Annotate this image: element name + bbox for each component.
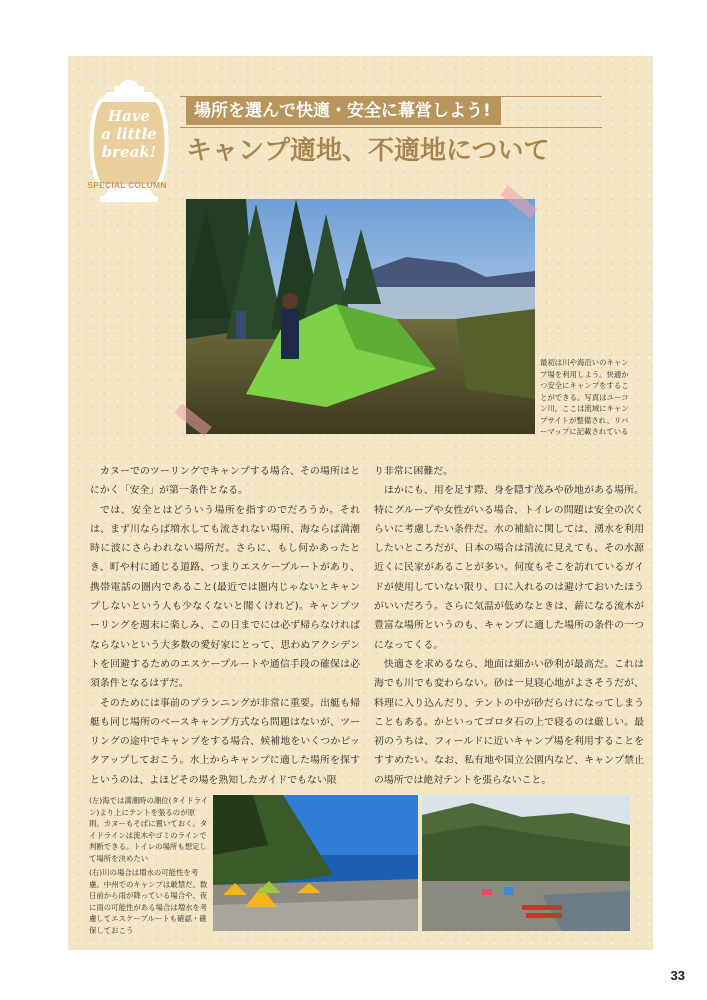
have-a-little-break-badge — [84, 78, 174, 218]
badge-line-3: break! — [101, 143, 157, 161]
bottom-caption-right: (右)川の場合は増水の可能性を考慮。中州でのキャンプは厳禁だ。数日前から雨が降っている場合や、夜に雨の可能性がある場合は増水を考慮してエスケープルートも確認・確保しておこう — [89, 868, 208, 935]
riverside-campsite-photo — [422, 795, 630, 931]
body-paragraph: 快適さを求めるなら、地面は細かい砂利が最高だ。これは海でも川でも変わらない。砂は一見寝心地がよさそうだが、料理に入り込んだり、テントの中が砂だらけになってしまうこともある。かといってゴロタ石の上で寝るのは厳しい。最初のうちは、フィールドに近いキャンプ場を利用することをすすめたい。なお、私有地や国立公園内など、キャンプ禁止の場所では絶対テントを張らないこと。 — [374, 658, 644, 786]
main-photo-caption: 最初は川や海沿いのキャンプ場を利用しよう。快適かつ安全にキャンプをすることができる。写真はユーコン川。ここは流域にキャンプサイトが整備され、リバーマップに記載されている — [540, 358, 629, 436]
page-title: キャンプ適地、不適地について — [186, 136, 550, 166]
badge-line-2: a little — [101, 125, 157, 143]
river-camp-photo — [422, 795, 630, 931]
body-paragraph: では、安全とはどういう場所を指すのでだろうか。それは、まず川ならば増水しても流されない場所、海ならば満潮時に波にさらわれない場所だ。さらに、もし何かあったとき、町や村に通じる道路、つまりエスケープルートがあり、携帯電話の圏内であること(最近では圏内じゃないとキャンプしないという人も少なくないと聞くけれど)。キャンプツーリングを週末に楽しみ、この日までには必ず帰らなければならないという大多数の愛好家にとって、思わぬアクシデントを回避するためのエスケープルートや通信手段の確保は必須条件となるはずだ。 — [90, 504, 360, 690]
body-column-right — [374, 462, 644, 790]
body-paragraph: カヌーでのツーリングでキャンプする場合、その場所はとにかく「安全」が第一条件となる。 — [90, 466, 360, 497]
body-column-left — [90, 462, 360, 790]
main-photo — [186, 199, 535, 434]
seaside-campsite-photo — [213, 795, 418, 931]
body-paragraph: ほかにも、用を足す際、身を隠す茂みや砂地がある場所。特にグループや女性がいる場合、トイレの問題は安全の次くらいに考慮したい条件だ。水の補給に関しては、湧水を利用したいところだが、日本の場合は清流に見えても、その水源近くに民家があることが多い。何度もそこを訪れているガイドが使用していない限り、口に入れるのは避けておいたほうがいいだろう。さらに気温が低めなときは、薪になる流木が豊富な場所というのも、キャンプに適した場所の条件の一つになってくる。 — [374, 485, 644, 651]
body-paragraph: そのためには事前のプランニングが非常に重要。出艇も帰艇も同じ場所のベースキャンプ方式なら問題はないが、ツーリングの途中でキャンプをする場合、候補地をいくつかピックアップしておこう。水上からキャンプに適した場所を探すというのは、よほどその場を熟知したガイドでもない限 — [90, 697, 360, 786]
bottom-caption-left: (左)海では満潮時の潮位(タイドライン)より上にテントを張るのが原則。カヌーもそばに置いておく。タイドラインは流木やゴミのラインで判断できる。トイレの場所も想定して場所を決めたい — [89, 796, 209, 863]
body-paragraph: り非常に困難だ。 — [374, 466, 454, 477]
special-column-label: SPECIAL COLUMN — [87, 180, 167, 190]
badge-line-1: Have — [107, 107, 151, 125]
campsite-forest-photo — [186, 199, 535, 434]
beach-camp-photo — [213, 795, 418, 931]
subtitle-tag: 場所を選んで快適・安全に幕営しよう! — [186, 97, 501, 125]
page-number: 33 — [670, 968, 685, 983]
